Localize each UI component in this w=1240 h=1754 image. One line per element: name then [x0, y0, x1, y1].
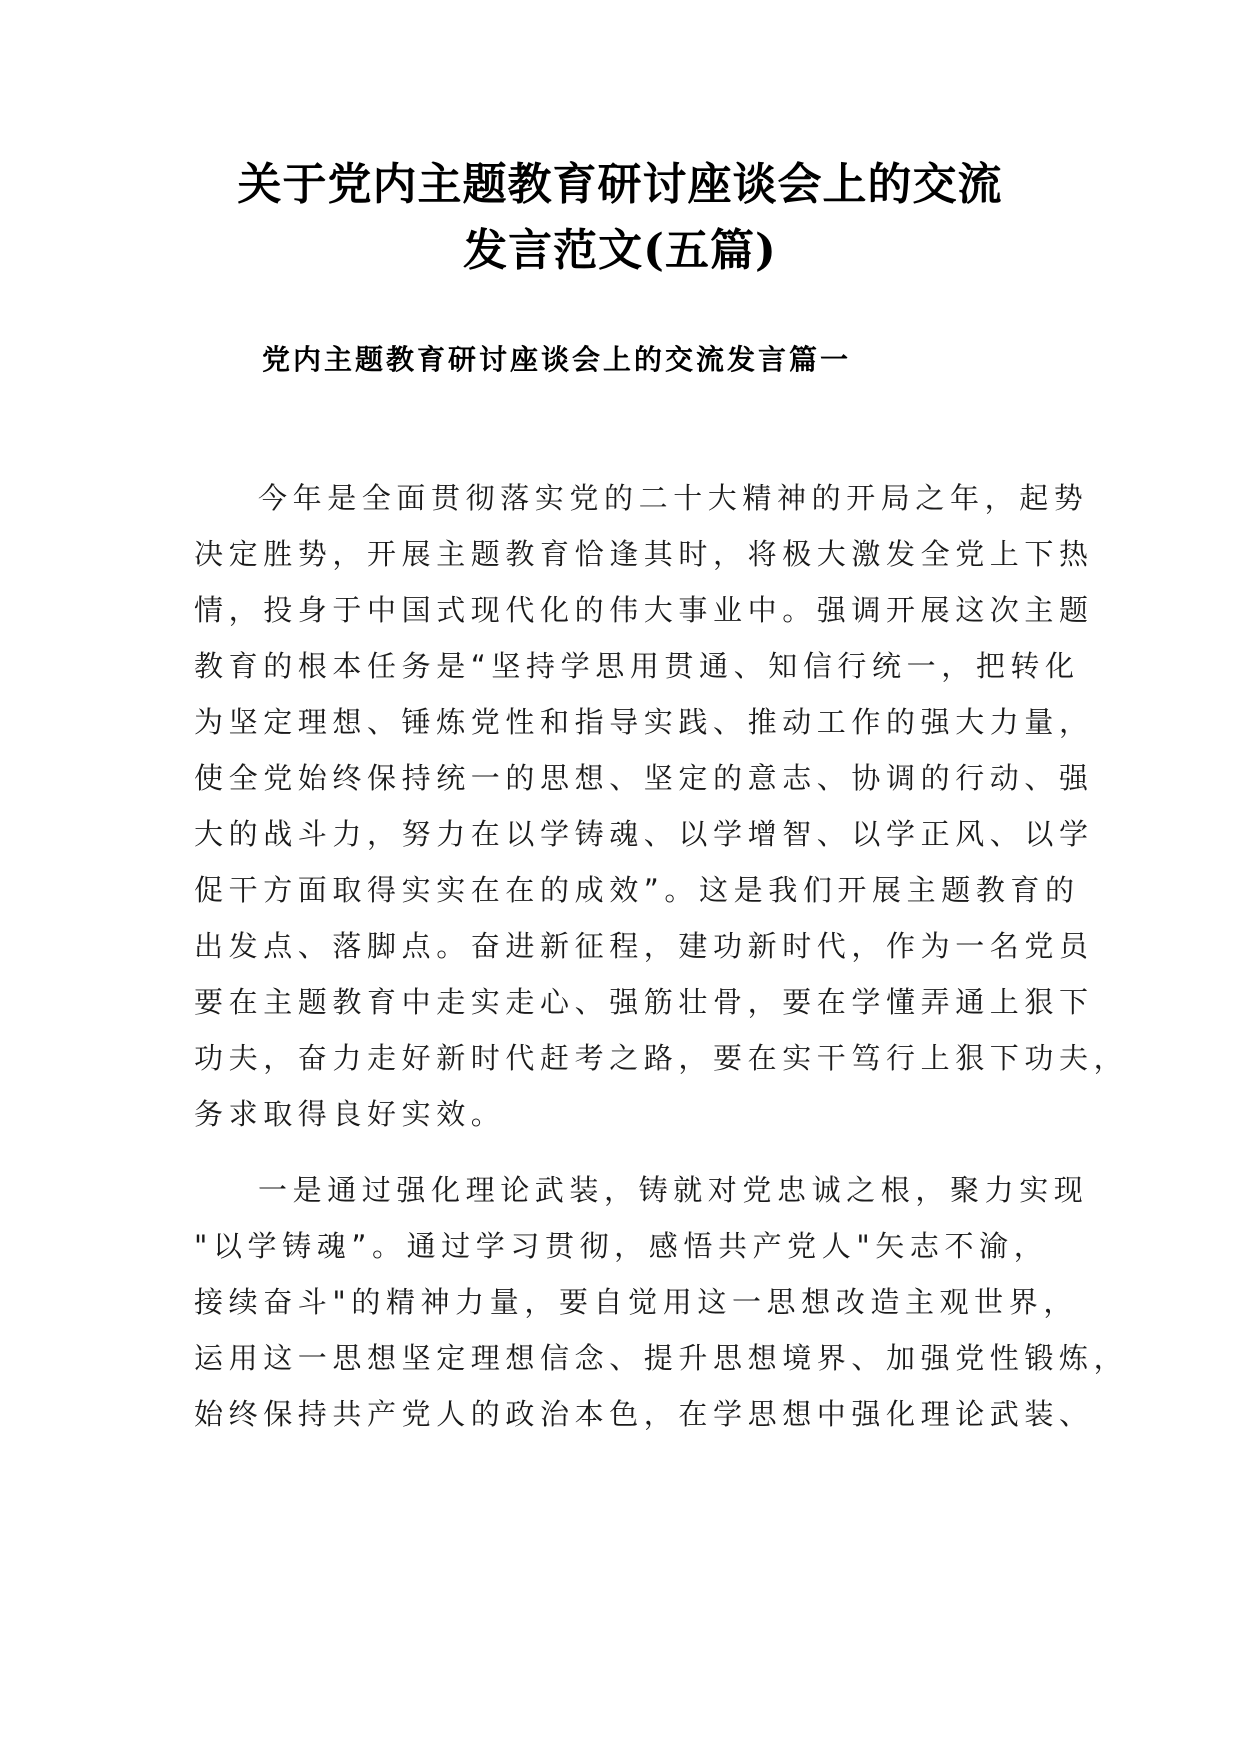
title-line: 关于党内主题教育研讨座谈会上的交流 [237, 159, 1003, 210]
paragraph-line: 使全党始终保持统一的思想、坚定的意志、协调的行动、强 [194, 761, 1094, 795]
section-heading: 党内主题教育研讨座谈会上的交流发言篇一 [262, 343, 852, 376]
paragraph-line: 始终保持共产党人的政治本色，在学思想中强化理论武装、 [194, 1397, 1094, 1431]
paragraph-line: 一是通过强化理论武装，铸就对党忠诚之根，聚力实现 [258, 1173, 1089, 1207]
paragraph-line: 要在主题教育中走实走心、强筋壮骨，要在学懂弄通上狠下 [194, 985, 1094, 1019]
paragraph-line: 功夫，奋力走好新时代赶考之路，要在实干笃行上狠下功夫， [194, 1041, 1129, 1075]
paragraph-2 [194, 1162, 1129, 1442]
paragraph-line: 促干方面取得实实在在的成效”。这是我们开展主题教育的 [194, 873, 1080, 907]
title-line: 发言范文(五篇) [463, 225, 777, 276]
paragraph-line: 教育的根本任务是“坚持学思用贯通、知信行统一，把转化 [194, 649, 1080, 683]
paragraph-line: 今年是全面贯彻落实党的二十大精神的开局之年，起势 [258, 481, 1089, 515]
paragraph-line: "以学铸魂”。通过学习贯彻，感悟共产党人"矢志不渝， [194, 1229, 1049, 1263]
paragraph-1 [194, 470, 1129, 1142]
paragraph-line: 大的战斗力，努力在以学铸魂、以学增智、以学正风、以学 [194, 817, 1094, 851]
document-title [180, 152, 1060, 284]
paragraph-line: 决定胜势，开展主题教育恰逢其时，将极大激发全党上下热 [194, 537, 1094, 571]
paragraph-line: 务求取得良好实效。 [194, 1097, 506, 1131]
paragraph-line: 运用这一思想坚定理想信念、提升思想境界、加强党性锻炼， [194, 1341, 1129, 1375]
paragraph-line: 出发点、落脚点。奋进新征程，建功新时代，作为一名党员 [194, 929, 1094, 963]
paragraph-line: 情，投身于中国式现代化的伟大事业中。强调开展这次主题 [194, 593, 1094, 627]
paragraph-line: 为坚定理想、锤炼党性和指导实践、推动工作的强大力量， [194, 705, 1094, 739]
paragraph-line: 接续奋斗"的精神力量，要自觉用这一思想改造主观世界， [194, 1285, 1078, 1319]
